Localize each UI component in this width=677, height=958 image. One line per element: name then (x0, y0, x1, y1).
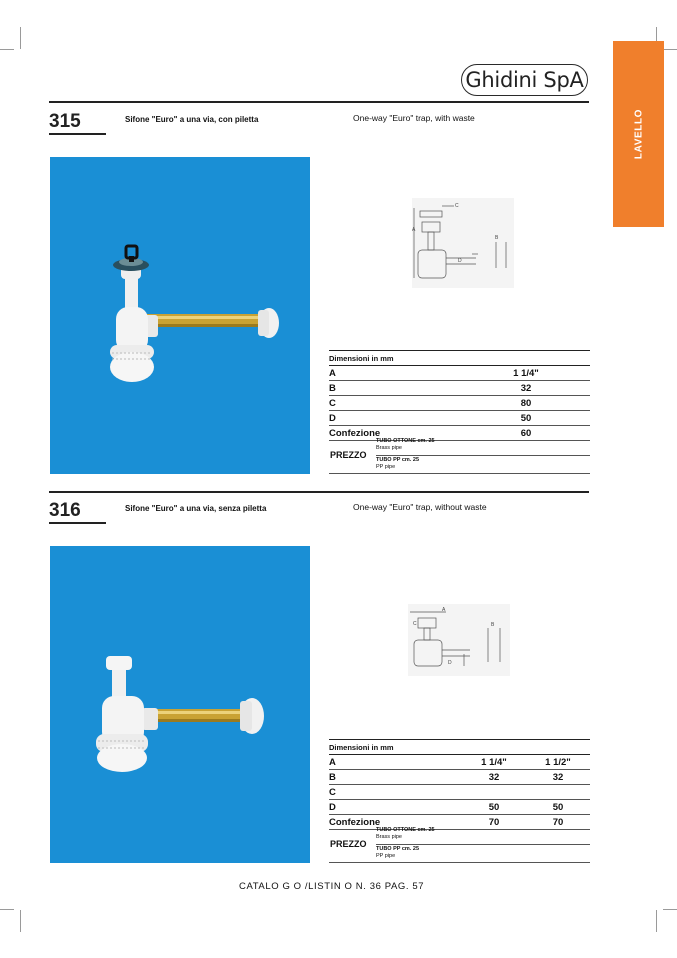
price-divider (376, 844, 590, 845)
price-block (329, 438, 590, 473)
row-value: 1 1/4" (462, 755, 526, 770)
price-option-sub: PP pipe (376, 464, 396, 470)
technical-drawing-lines (408, 604, 510, 676)
price-label: PREZZO (330, 839, 367, 849)
row-label: A (329, 366, 462, 381)
drawing-label-d: D (448, 660, 452, 666)
crop-mark (663, 49, 677, 50)
product-code-underline (49, 522, 106, 524)
crop-mark (0, 49, 14, 50)
product-title-en: One-way "Euro" trap, with waste (353, 113, 475, 123)
dimensions-header: Dimensioni in mm (329, 740, 590, 755)
row-label: B (329, 381, 462, 396)
row-value: 50 (526, 800, 590, 815)
table-row (329, 381, 590, 396)
section-rule (49, 101, 589, 103)
price-option-name: TUBO OTTONE cm. 25 (376, 438, 435, 444)
table-row (329, 770, 590, 785)
price-bottom-rule (329, 862, 590, 863)
price-label: PREZZO (330, 450, 367, 460)
drawing-label-c: C (455, 203, 459, 209)
table-row (329, 785, 590, 800)
table-row (329, 366, 590, 381)
row-value: 32 (462, 770, 526, 785)
table-row (329, 800, 590, 815)
product-title-it: Sifone "Euro" a una via, con piletta (125, 115, 259, 124)
row-label: A (329, 755, 462, 770)
crop-mark (20, 910, 21, 932)
price-divider (376, 455, 590, 456)
table-row (329, 411, 590, 426)
drawing-label-a: A (412, 227, 416, 233)
row-value (462, 785, 526, 800)
price-option (376, 438, 590, 452)
section-tab-label: LAVELLO (633, 108, 644, 160)
row-label: Confezione (329, 426, 462, 441)
price-option (376, 457, 590, 471)
drawing-label-a: A (442, 607, 446, 613)
trap-without-waste-illustration (50, 546, 310, 863)
product-photo (50, 546, 310, 863)
product-code: 316 (49, 500, 81, 521)
product-code-underline (49, 133, 106, 135)
row-value: 70 (526, 815, 590, 830)
price-option-name: TUBO PP cm. 25 (376, 846, 419, 852)
row-value: 80 (462, 396, 590, 411)
row-value: 1 1/4" (462, 366, 590, 381)
row-value: 32 (462, 381, 590, 396)
row-value: 32 (526, 770, 590, 785)
table-row (329, 396, 590, 411)
row-label: C (329, 396, 462, 411)
row-value: 70 (462, 815, 526, 830)
product-code: 315 (49, 111, 81, 132)
row-value: 50 (462, 800, 526, 815)
section-rule (49, 491, 589, 493)
dimensions-table (329, 350, 590, 441)
price-option-sub: PP pipe (376, 853, 396, 859)
price-option (376, 846, 590, 860)
dimensions-header: Dimensioni in mm (329, 351, 590, 366)
section-tab (613, 41, 664, 227)
crop-mark (656, 910, 657, 932)
price-option (376, 827, 590, 841)
brand-name: Ghidini SpA (465, 68, 584, 92)
page-footer: CATALO G O /LISTIN O N. 36 PAG. 57 (239, 881, 425, 892)
row-value: 1 1/2" (526, 755, 590, 770)
price-option-name: TUBO PP cm. 25 (376, 457, 419, 463)
row-label: C (329, 785, 462, 800)
crop-mark (20, 27, 21, 49)
row-value (526, 785, 590, 800)
technical-drawing (412, 198, 514, 288)
row-label: D (329, 411, 462, 426)
price-option-sub: Brass pipe (376, 834, 402, 840)
price-option-sub: Brass pipe (376, 445, 402, 451)
technical-drawing (408, 604, 510, 676)
row-value: 60 (462, 426, 590, 441)
row-value: 50 (462, 411, 590, 426)
crop-mark (0, 909, 14, 910)
product-title-en: One-way "Euro" trap, without waste (353, 502, 487, 512)
table-row (329, 755, 590, 770)
product-title-it: Sifone "Euro" a una via, senza piletta (125, 504, 267, 513)
price-option-name: TUBO OTTONE cm. 25 (376, 827, 435, 833)
row-label: Confezione (329, 815, 462, 830)
brand-logo (461, 64, 588, 96)
row-label: D (329, 800, 462, 815)
drawing-label-c: C (413, 621, 417, 627)
row-label: B (329, 770, 462, 785)
technical-drawing-lines (412, 198, 514, 288)
dimensions-table (329, 739, 590, 830)
crop-mark (663, 909, 677, 910)
drawing-label-b: B (495, 235, 499, 241)
price-block (329, 827, 590, 862)
drawing-label-d: D (458, 258, 462, 264)
trap-with-waste-illustration (50, 157, 310, 474)
price-bottom-rule (329, 473, 590, 474)
product-photo (50, 157, 310, 474)
drawing-label-b: B (491, 622, 495, 628)
